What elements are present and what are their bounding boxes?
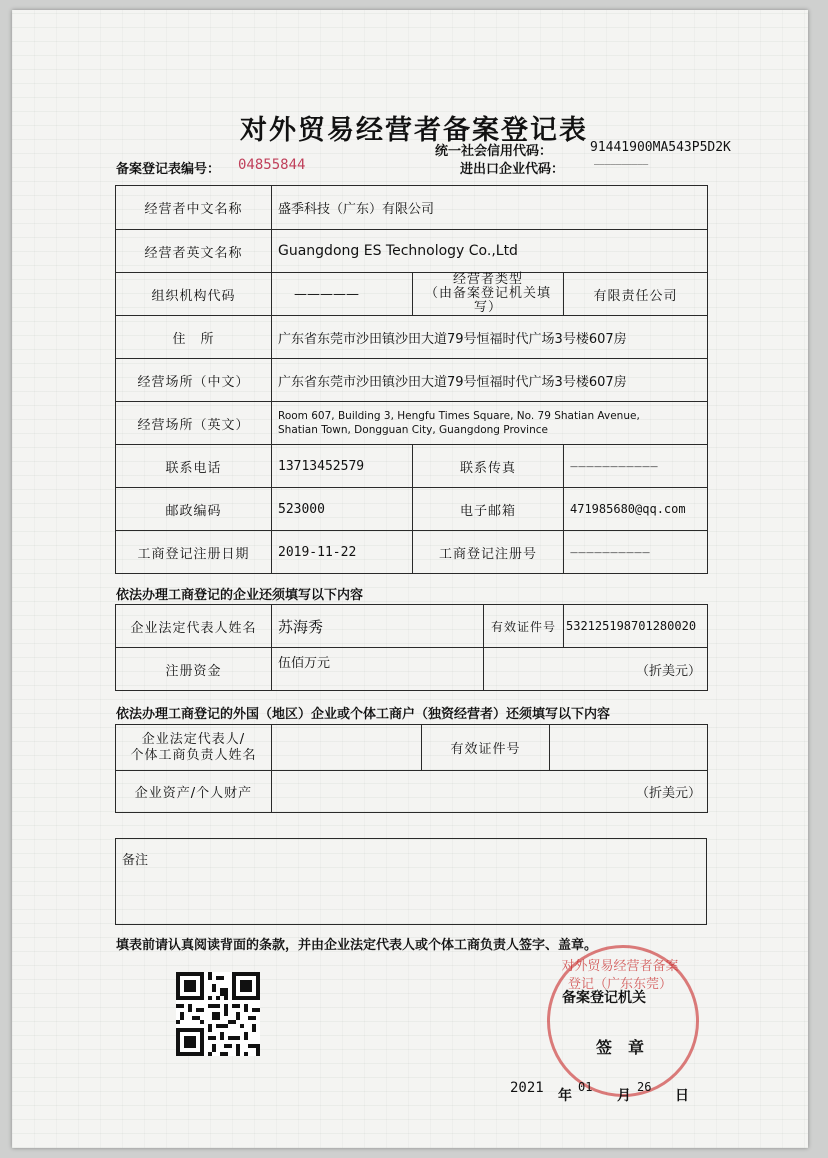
import-export-code-label: 进出口企业代码： <box>460 162 565 177</box>
biz-addr-cn-label: 经营场所（中文） <box>116 359 272 402</box>
table-row <box>116 273 708 316</box>
credit-code-value: 91441900MA543P5D2K <box>590 140 731 155</box>
fax-value: ——————————— <box>564 445 708 488</box>
table-row <box>116 186 708 230</box>
document-title: 对外贸易经营者备案登记表 <box>240 115 588 146</box>
operator-type-label-line1: 经营者类型 <box>452 272 523 287</box>
phone-value: 13713452579 <box>272 445 413 488</box>
id-no-value: 532125198701280020 <box>564 605 708 648</box>
table-row <box>116 230 708 273</box>
table-row <box>116 725 708 771</box>
table-row <box>116 771 708 813</box>
table-row <box>116 359 708 402</box>
main-info-table <box>115 185 708 574</box>
operator-type-value: 有限责任公司 <box>564 273 708 316</box>
en-name-label: 经营者英文名称 <box>116 230 272 273</box>
authority-label: 备案登记机关 <box>562 990 646 1006</box>
date-day: 26 <box>637 1080 652 1094</box>
operator-type-label <box>413 273 564 316</box>
address-value: 广东省东莞市沙田镇沙田大道79号恒福时代广场3号楼607房 <box>272 316 708 359</box>
date-month-char: 月 <box>617 1088 631 1104</box>
rep-label-line2: 个体工商负责人姓名 <box>130 747 257 763</box>
qr-code <box>176 972 260 1056</box>
table-row <box>116 839 707 925</box>
date-day-char: 日 <box>675 1088 689 1104</box>
table-row <box>116 316 708 359</box>
fax-label: 联系传真 <box>413 445 564 488</box>
email-label: 电子邮箱 <box>413 488 564 531</box>
biz-addr-en-line2: Shatian Town, Dongguan City, Guangdong Province <box>278 424 548 436</box>
org-code-value: ————— <box>272 273 413 316</box>
table-row <box>116 605 708 648</box>
table-row <box>116 445 708 488</box>
import-export-code-value: —————————— <box>594 160 649 170</box>
date-year-char: 年 <box>558 1088 572 1104</box>
org-code-label: 组织机构代码 <box>116 273 272 316</box>
cn-name-label: 经营者中文名称 <box>116 186 272 230</box>
capital-unit: （折美元） <box>484 648 708 691</box>
section2-table <box>115 724 708 813</box>
id-no-label: 有效证件号 <box>484 605 564 648</box>
record-no-value: 04855844 <box>238 157 306 173</box>
phone-label: 联系电话 <box>116 445 272 488</box>
record-no-label: 备案登记表编号： <box>116 162 221 177</box>
biz-addr-cn-value: 广东省东莞市沙田镇沙田大道79号恒福时代广场3号楼607房 <box>272 359 708 402</box>
certificate-sheet <box>12 10 808 1148</box>
zip-label: 邮政编码 <box>116 488 272 531</box>
cn-name-value: 盛季科技（广东）有限公司 <box>272 186 708 230</box>
capital-value: 伍佰万元 <box>272 648 484 691</box>
table-row <box>116 531 708 574</box>
remarks-label: 备注 <box>116 839 707 925</box>
rep-label <box>116 725 272 771</box>
id-no-value-2 <box>550 725 708 771</box>
id-no-label-2: 有效证件号 <box>422 725 550 771</box>
rep-label-line1: 企业法定代表人/ <box>141 731 246 747</box>
operator-type-label-line2: （由备案登记机关填写） <box>424 286 551 315</box>
seal-label: 签 章 <box>596 1038 645 1057</box>
legal-rep-label: 企业法定代表人姓名 <box>116 605 272 648</box>
assets-unit: （折美元） <box>272 771 708 813</box>
table-row <box>116 402 708 445</box>
notice-text: 填表前请认真阅读背面的条款，并由企业法定代表人或个体工商负责人签字、盖章。 <box>116 938 598 953</box>
assets-label: 企业资产/个人财产 <box>116 771 272 813</box>
biz-addr-en-value <box>272 402 708 445</box>
biz-addr-en-label: 经营场所（英文） <box>116 402 272 445</box>
section2-heading: 依法办理工商登记的外国（地区）企业或个体工商户（独资经营者）还须填写以下内容 <box>116 707 611 722</box>
capital-label: 注册资金 <box>116 648 272 691</box>
biz-addr-en-line1: Room 607, Building 3, Hengfu Times Square, No. 79 Shatian Avenue, <box>278 410 640 422</box>
reg-date-label: 工商登记注册日期 <box>116 531 272 574</box>
reg-no-value: —————————— <box>564 531 708 574</box>
email-value: 471985680@qq.com <box>564 488 708 531</box>
remarks-table <box>115 838 707 925</box>
address-label: 住 所 <box>116 316 272 359</box>
official-seal-text: 对外贸易经营者备案登记（广东东莞） <box>561 959 679 992</box>
rep-value <box>272 725 422 771</box>
credit-code-label: 统一社会信用代码： <box>435 144 553 159</box>
legal-rep-value: 苏海秀 <box>272 605 484 648</box>
table-row <box>116 488 708 531</box>
reg-date-value: 2019-11-22 <box>272 531 413 574</box>
section1-table <box>115 604 708 691</box>
en-name-value: Guangdong ES Technology Co.,Ltd <box>272 230 708 273</box>
date-year: 2021 <box>510 1080 544 1096</box>
date-month: 01 <box>578 1080 593 1094</box>
reg-no-label: 工商登记注册号 <box>413 531 564 574</box>
zip-value: 523000 <box>272 488 413 531</box>
section1-heading: 依法办理工商登记的企业还须填写以下内容 <box>116 588 364 603</box>
table-row <box>116 648 708 691</box>
